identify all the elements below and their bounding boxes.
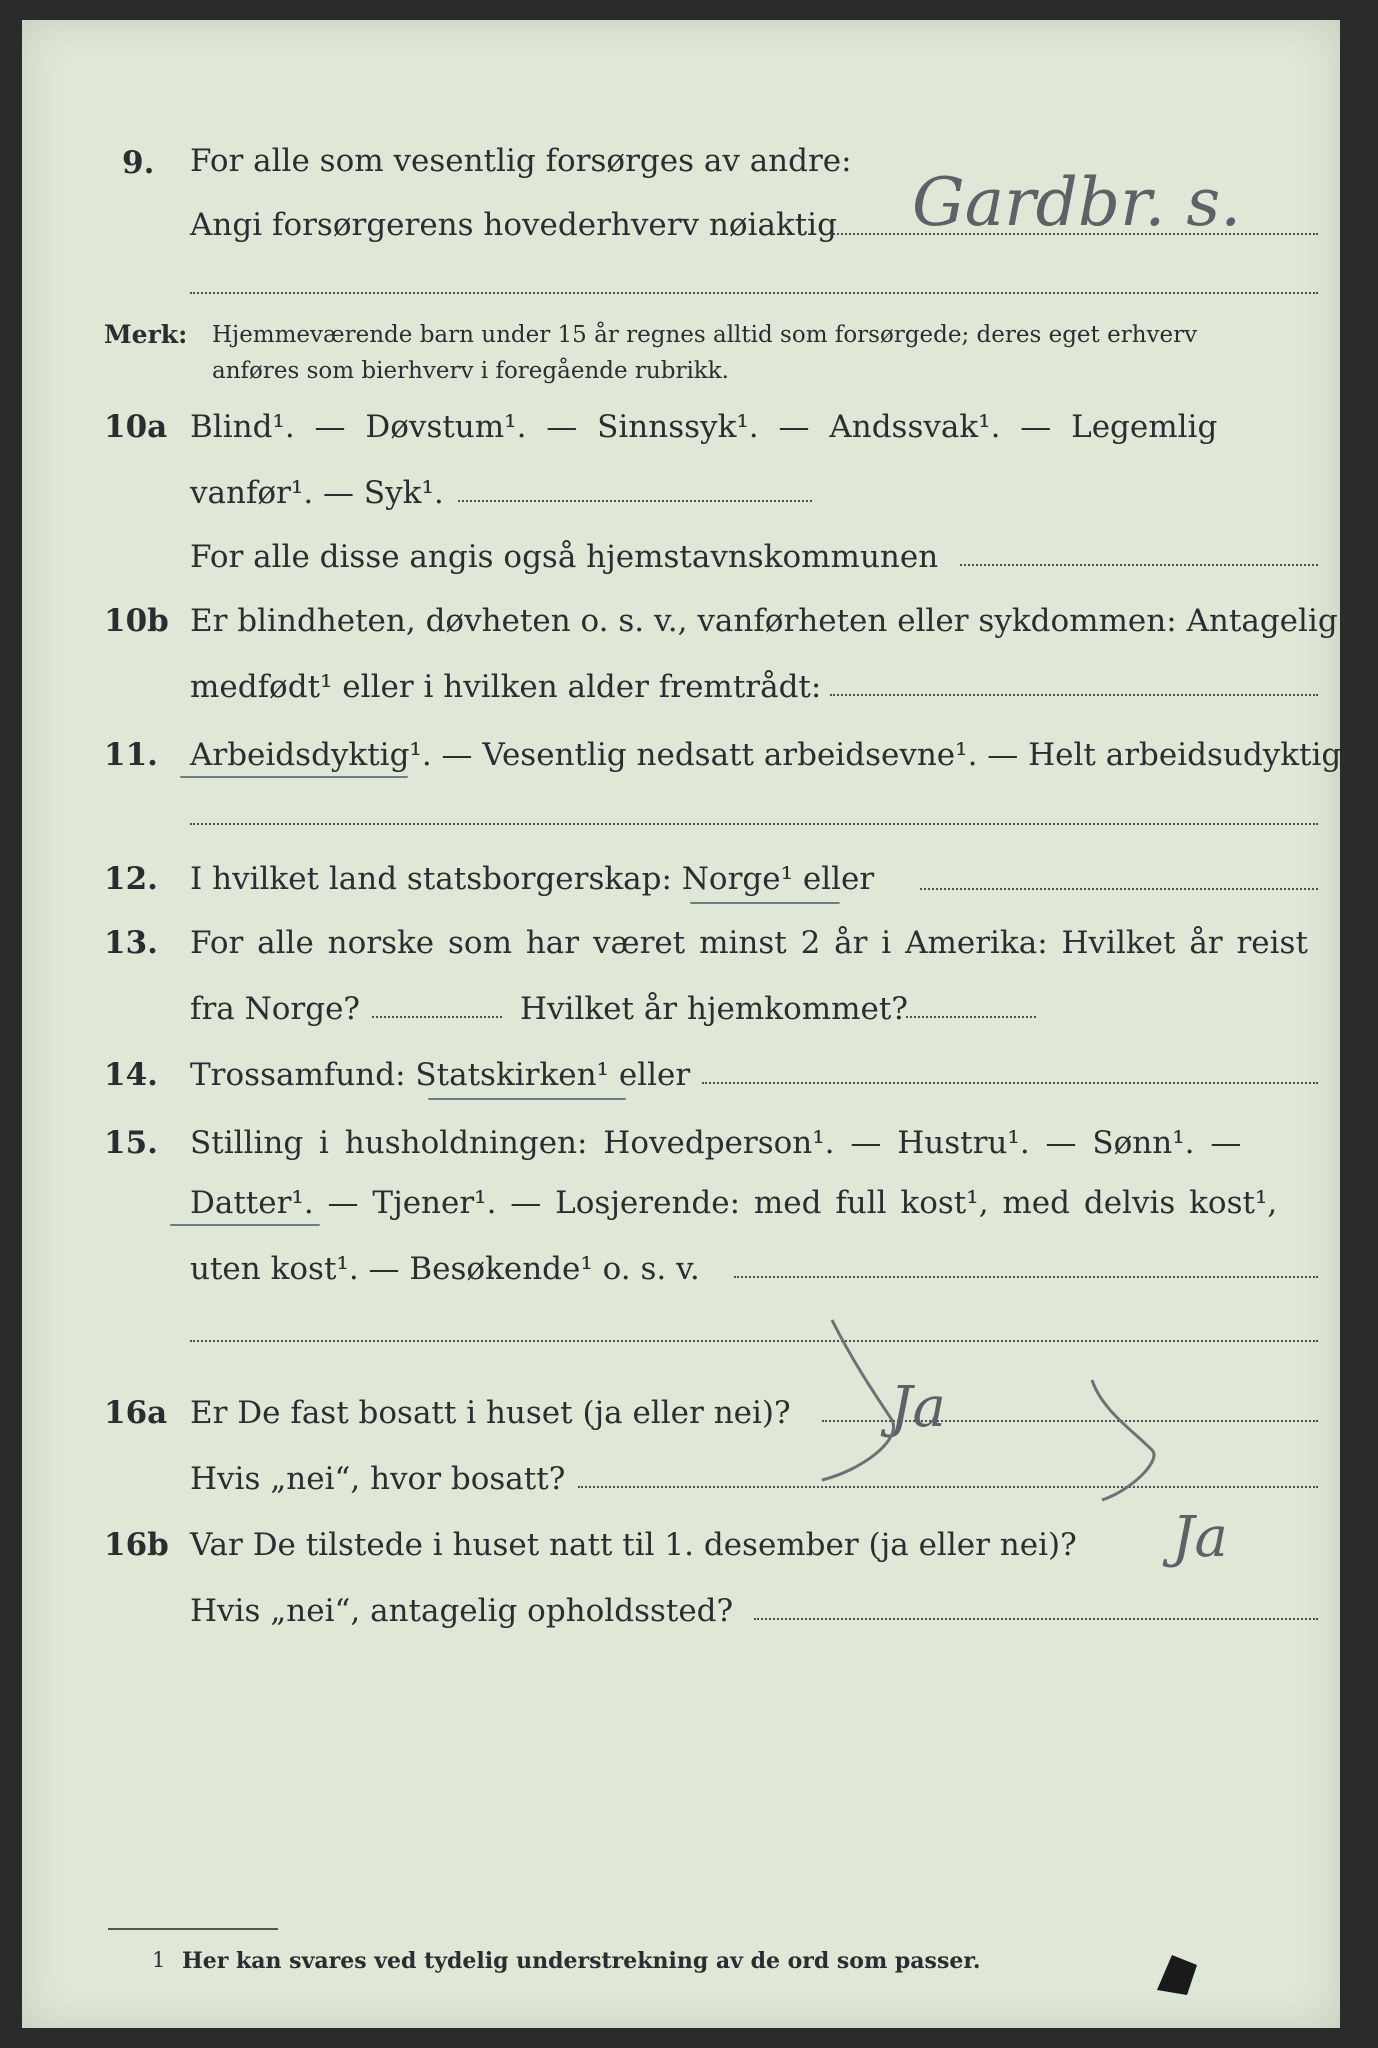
q13-year-returned-line [906, 1016, 1036, 1018]
q10a-line1: Blind¹. — Døvstum¹. — Sinnssyk¹. — Andssvak¹. — Legemlig [190, 409, 1218, 445]
q16b-whereabouts-line [754, 1618, 1318, 1620]
q16a-line1: Er De fast bosatt i huset (ja eller nei)? [190, 1395, 791, 1431]
q13-line2a: fra Norge? [190, 991, 361, 1027]
q13-number: 13. [104, 925, 158, 961]
q10a-answer-line [458, 500, 812, 502]
q16b-line2: Hvis „nei“, antagelig opholdssted? [190, 1593, 734, 1629]
q10a-line3: For alle disse angis også hjemstavnskommunen [190, 539, 939, 575]
q12-answer-line [920, 888, 1318, 890]
q11-line1: Arbeidsdyktig¹. — Vesentlig nedsatt arbeidsevne¹. — Helt arbeidsudyktig¹. [190, 737, 1364, 773]
ink-blot-icon [1142, 1940, 1212, 2010]
q15-line3: uten kost¹. — Besøkende¹ o. s. v. [190, 1251, 700, 1287]
q10a-hometown-line [960, 564, 1318, 566]
census-form-page [22, 20, 1364, 2028]
q10b-answer-line [830, 694, 1318, 696]
q12-line1: I hvilket land statsborgerskap: Norge¹ eller [190, 861, 875, 897]
q16a-handwritten-answer: Ja [890, 1375, 946, 1440]
q10a-number: 10a [104, 409, 168, 445]
q12-underline-norge [690, 902, 840, 904]
q14-line1: Trossamfund: Statskirken¹ eller [190, 1057, 691, 1093]
q16a-number: 16a [104, 1395, 168, 1431]
q9-line1: For alle som vesentlig forsørges av andre: [190, 143, 852, 179]
q15-underline-datter [170, 1224, 320, 1226]
q11-extra-line [190, 823, 1318, 825]
q16b-handwritten-answer: Ja [1172, 1505, 1228, 1570]
q15-line2: Datter¹. — Tjener¹. — Losjerende: med full kost¹, med delvis kost¹, [190, 1185, 1278, 1221]
pencil-strokes [802, 1300, 1322, 1560]
footnote-rule [108, 1928, 278, 1930]
q12-number: 12. [104, 861, 158, 897]
q13-year-left-line [372, 1016, 502, 1018]
q13-line2b: Hvilket år hjemkommet? [520, 991, 908, 1027]
q16b-number: 16b [104, 1527, 169, 1563]
q9-handwritten-answer: Gardbr. s. [912, 164, 1242, 241]
footnote-marker: 1 [152, 1948, 166, 1972]
q13-line1: For alle norske som har været minst 2 år i Amerika: Hvilket år reist [190, 925, 1308, 961]
q10b-line1: Er blindheten, døvheten o. s. v., vanførheten eller sykdommen: Antagelig [190, 603, 1338, 639]
merk-line2: anføres som bierhverv i foregående rubrikk. [212, 358, 729, 384]
q15-answer-line [734, 1276, 1318, 1278]
merk-line1: Hjemmeværende barn under 15 år regnes alltid som forsørgede; deres eget erhverv [212, 322, 1198, 348]
q16b-line1: Var De tilstede i huset natt til 1. desember (ja eller nei)? [190, 1527, 1077, 1563]
q14-answer-line [702, 1082, 1318, 1084]
merk-label: Merk: [104, 320, 188, 349]
q9-number: 9. [122, 145, 155, 181]
q10b-number: 10b [104, 603, 169, 639]
q11-number: 11. [104, 737, 158, 773]
q14-number: 14. [104, 1057, 158, 1093]
q10a-line2: vanfør¹. — Syk¹. [190, 475, 444, 511]
q9-extra-line [190, 292, 1318, 294]
q10b-line2: medfødt¹ eller i hvilken alder fremtrådt: [190, 669, 822, 705]
q9-line2: Angi forsørgerens hovederhverv nøiaktig [190, 207, 837, 243]
q15-line1: Stilling i husholdningen: Hovedperson¹. — Hustru¹. — Sønn¹. — [190, 1125, 1242, 1161]
footnote-text: Her kan svares ved tydelig understrekning av de ord som passer. [182, 1948, 981, 1974]
q16a-line2: Hvis „nei“, hvor bosatt? [190, 1461, 566, 1497]
q14-underline-statskirken [428, 1098, 626, 1100]
q11-underline-arbeidsdyktig [180, 776, 408, 778]
q15-number: 15. [104, 1125, 158, 1161]
